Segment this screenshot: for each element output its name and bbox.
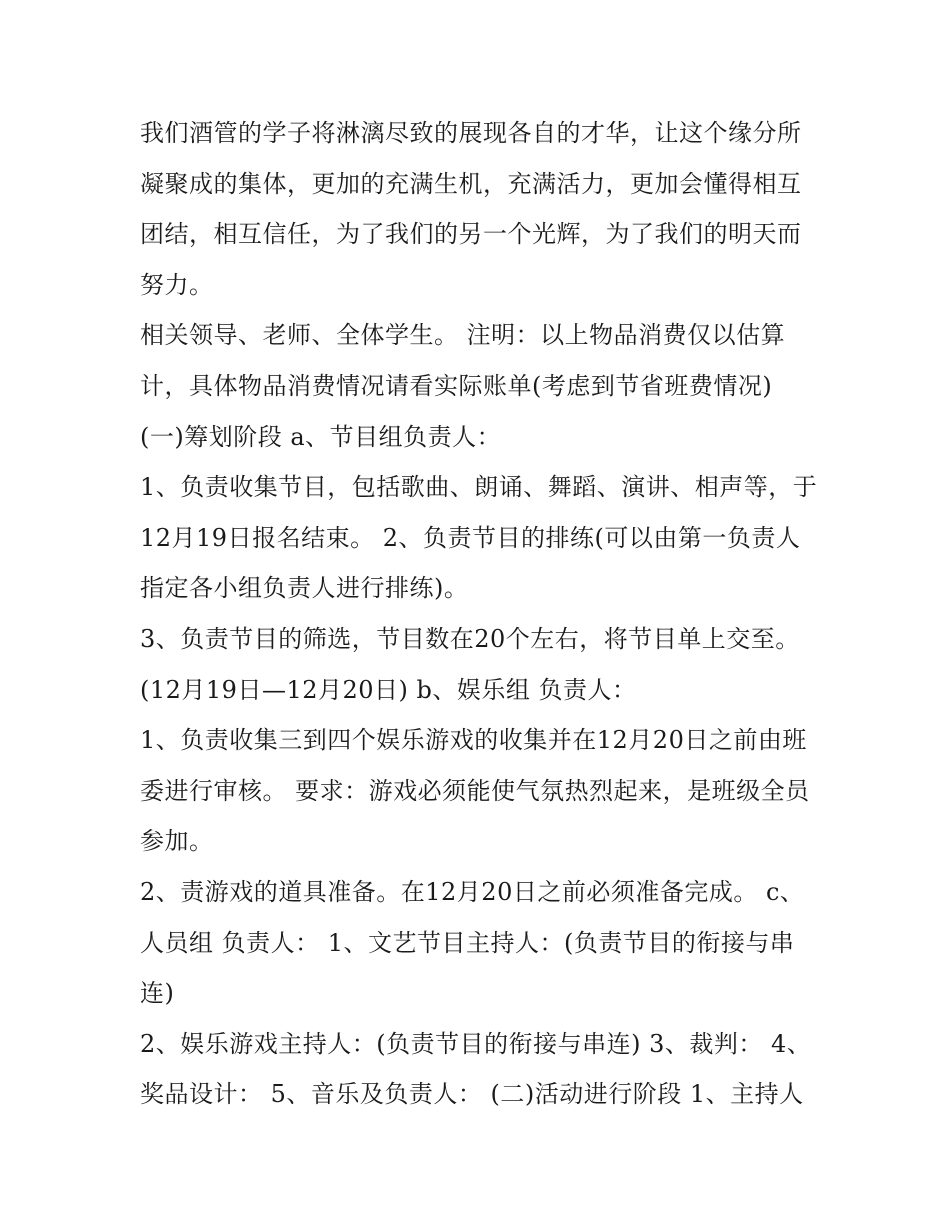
paragraph-attendees-note: 相关领导、老师、全体学生。 注明：以上物品消费仅以估算计，具体物品消费情况请看实际账单(考虑到节省班费情况) bbox=[140, 321, 786, 400]
paragraph-intro: 我们酒管的学子将淋漓尽致的展现各自的才华，让这个缘分所凝聚成的集体，更加的充满生机，充满活力，更加会懂得相互团结，相互信任，为了我们的另一个光辉，为了我们的明天而努力。 bbox=[140, 119, 802, 299]
paragraph-program-collection: 1、负责收集节目，包括歌曲、朗诵、舞蹈、演讲、相声等，于12月19日报名结束。 2、负责节目的排练(可以由第一负责人指定各小组负责人进行排练)。 bbox=[140, 473, 818, 603]
document-body bbox=[140, 108, 820, 1120]
paragraph-program-selection: 3、负责节目的筛选，节目数在20个左右，将节目单上交至。 (12月19日—12月20日) b、娱乐组 负责人： bbox=[140, 624, 800, 704]
paragraph-planning-heading: (一)筹划阶段 a、节目组负责人： bbox=[140, 422, 502, 451]
paragraph-hosts-and-roles: 2、娱乐游戏主持人：(负责节目的衔接与串连) 3、裁判： 4、奖品设计： 5、音乐及负责人： (二)活动进行阶段 1、主持人 bbox=[140, 1029, 812, 1109]
paragraph-game-props: 2、责游戏的道具准备。在12月20日之前必须准备完成。 c、人员组 负责人： 1、文艺节目主持人：(负责节目的衔接与串连) bbox=[140, 877, 805, 1008]
paragraph-games-collection: 1、负责收集三到四个娱乐游戏的收集并在12月20日之前由班委进行审核。 要求：游戏必须能使气氛热烈起来，是班级全员参加。 bbox=[140, 726, 810, 856]
